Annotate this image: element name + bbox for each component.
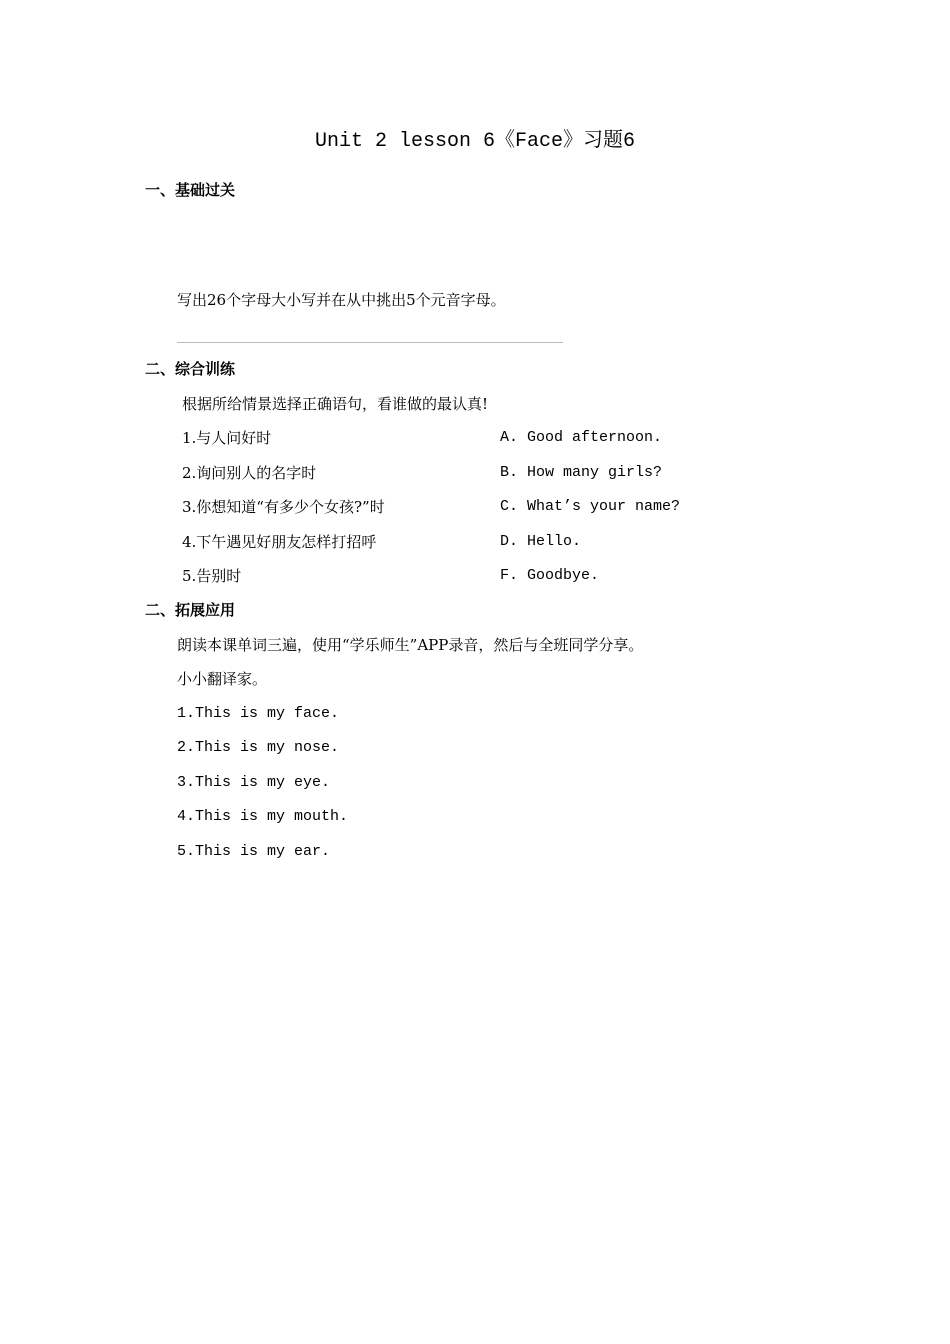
option-item: C. What’s your name? xyxy=(500,498,681,515)
situation-item: 3.你想知道“有多少个女孩?”时 xyxy=(182,498,385,516)
option-item: D. Hello. xyxy=(500,533,582,550)
situation-item: 2.询问别人的名字时 xyxy=(182,464,317,482)
section-heading-training: 二、综合训练 xyxy=(145,360,236,378)
option-item: F. Goodbye. xyxy=(500,567,600,584)
answer-line xyxy=(177,342,563,343)
recording-task: 朗读本课单词三遍，使用“学乐师生”APP录音，然后与全班同学分享。 xyxy=(177,636,644,654)
page-title: Unit 2 lesson 6《Face》习题6 xyxy=(314,130,636,153)
matching-intro: 根据所给情景选择正确语句，看谁做的最认真! xyxy=(182,395,489,413)
section-heading-extension: 二、拓展应用 xyxy=(145,601,236,619)
situation-item: 5.告别时 xyxy=(182,567,242,585)
situation-item: 4.下午遇见好朋友怎样打招呼 xyxy=(182,533,377,551)
sentence-item: 2.This is my nose. xyxy=(177,739,340,756)
sentence-item: 5.This is my ear. xyxy=(177,843,331,860)
sentence-item: 4.This is my mouth. xyxy=(177,808,349,825)
alphabet-instruction: 写出26个字母大小写并在从中挑出5个元音字母。 xyxy=(177,291,506,309)
sentence-item: 3.This is my eye. xyxy=(177,774,331,791)
translator-subtitle: 小小翻译家。 xyxy=(177,670,268,688)
option-item: A. Good afternoon. xyxy=(500,429,663,446)
option-item: B. How many girls? xyxy=(500,464,663,481)
section-heading-basics: 一、基础过关 xyxy=(145,181,236,199)
situation-item: 1.与人问好时 xyxy=(182,429,272,447)
sentence-item: 1.This is my face. xyxy=(177,705,340,722)
